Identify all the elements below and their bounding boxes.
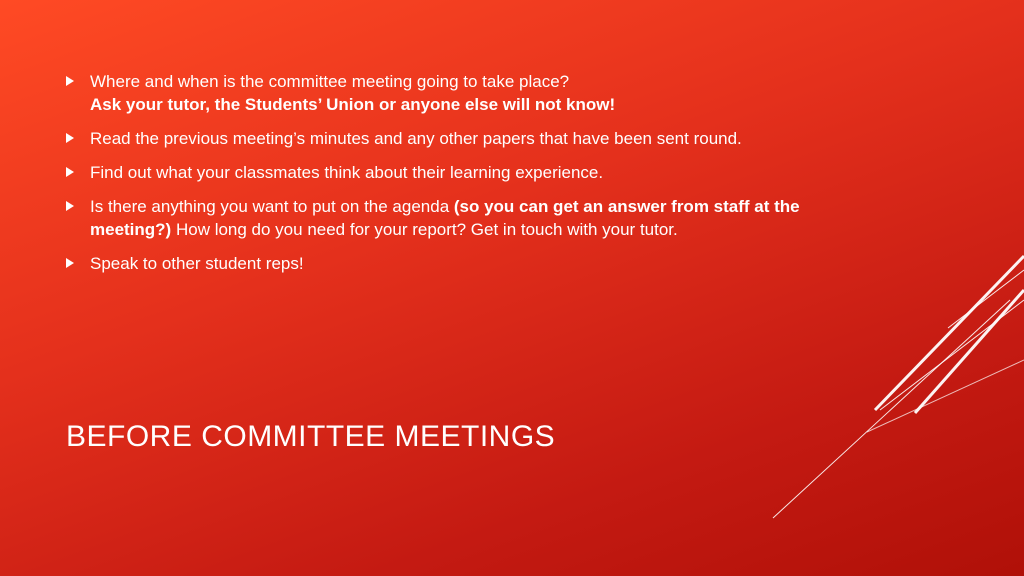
bullet-item <box>66 252 806 275</box>
deco-line-2 <box>948 270 1024 328</box>
bullet-text: Where and when is the committee meeting going to take place? <box>90 72 570 91</box>
bullet-text: How long do you need for your report? Get in touch with your tutor. <box>171 220 678 239</box>
bullet-text: Is there anything you want to put on the agenda <box>90 197 454 216</box>
bullet-item <box>66 70 806 116</box>
bullet-item <box>66 161 806 184</box>
deco-line-5 <box>773 300 1010 518</box>
bullet-text: Read the previous meeting’s minutes and any other papers that have been sent round. <box>90 129 742 148</box>
bullet-arrow-icon <box>66 167 74 177</box>
bullet-arrow-icon <box>66 201 74 211</box>
bullet-arrow-icon <box>66 133 74 143</box>
bullet-item <box>66 195 806 241</box>
bullet-list <box>66 70 806 286</box>
bullet-text: Find out what your classmates think about their learning experience. <box>90 163 604 182</box>
bullet-text: Speak to other student reps! <box>90 254 304 273</box>
bullet-item <box>66 127 806 150</box>
bullet-arrow-icon <box>66 258 74 268</box>
deco-line-3 <box>875 256 1024 410</box>
bullet-text-bold: (so you can get an answer from staff at the meeting?) <box>90 197 800 239</box>
bullet-arrow-icon <box>66 76 74 86</box>
bullet-text-bold: Ask your tutor, the Students’ Union or anyone else will not know! <box>90 95 616 114</box>
slide-title: BEFORE COMMITTEE MEETINGS <box>66 420 556 453</box>
